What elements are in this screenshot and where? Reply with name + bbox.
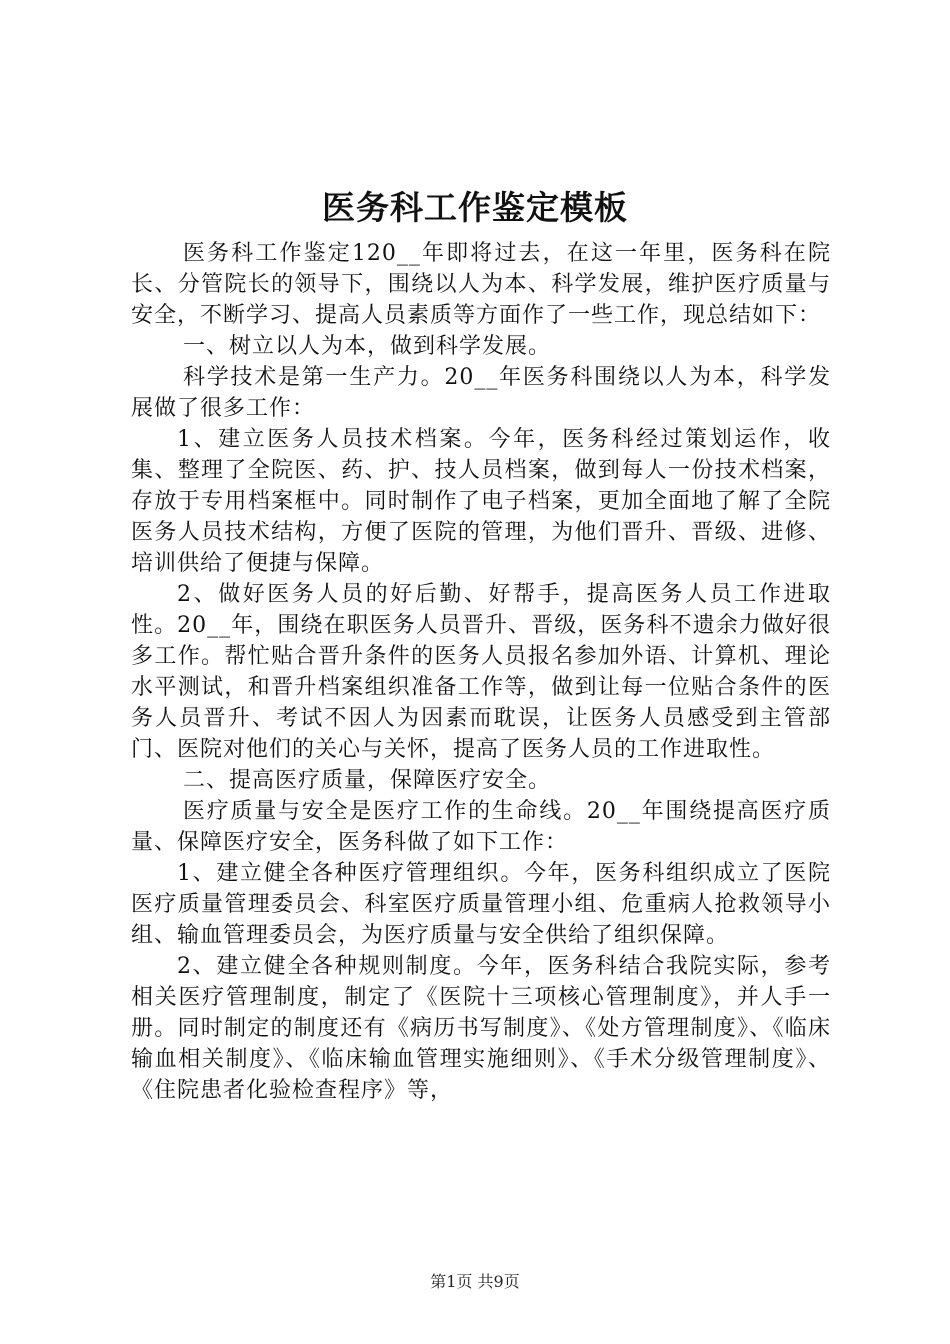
page-number-footer: 第1页 共9页 xyxy=(430,1272,520,1291)
paragraph-item-1-2: 2、做好医务人员的好后勤、好帮手，提高医务人员工作进取性。20__年，围绕在职医务人员晋升、晋级，医务科不遗余力做好很多工作。帮忙贴合晋升条件的医务人员报名参加外语、计算机、理论水平测试，和晋升档案组织准备工作等，做到让每一位贴合条件的医务人员晋升、考试不因人为因素而耽误，让医务人员感受到主管部门、医院对他们的关心与关怀，提高了医务人员的工作进取性。 xyxy=(131,582,831,762)
paragraph-item-1-1: 1、建立医务人员技术档案。今年，医务科经过策划运作，收集、整理了全院医、药、护、技人员档案，做到每人一份技术档案，存放于专用档案框中。同时制作了电子档案，更加全面地了解了全院医务人员技术结构，方便了医院的管理，为他们晋升、晋级、进修、培训供给了便捷与保障。 xyxy=(131,427,831,576)
paragraph-section-1-intro: 科学技术是第一生产力。20__年医务科围绕以人为本，科学发展做了很多工作： xyxy=(131,365,831,421)
paragraph-section-2-intro: 医疗质量与安全是医疗工作的生命线。20__年围绕提高医疗质量、保障医疗安全，医务科做了如下工作： xyxy=(131,799,831,855)
paragraph-intro: 医务科工作鉴定120__年即将过去，在这一年里，医务科在院长、分管院长的领导下，围绕以人为本、科学发展，维护医疗质量与安全，不断学习、提高人员素质等方面作了一些工作，现总结如下： xyxy=(131,241,831,328)
paragraph-item-2-2: 2、建立健全各种规则制度。今年，医务科结合我院实际，参考相关医疗管理制度，制定了《医院十三项核心管理制度》，并人手一册。同时制定的制度还有《病历书写制度》、《处方管理制度》、《临床输血相关制度》、《临床输血管理实施细则》、《手术分级管理制度》、《住院患者化验检查程序》等， xyxy=(131,954,831,1103)
document-body xyxy=(131,238,831,1106)
section-heading-1: 一、树立以人为本，做到科学发展。 xyxy=(183,334,552,359)
section-heading-2: 二、提高医疗质量，保障医疗安全。 xyxy=(183,768,552,793)
document-title: 医务科工作鉴定模板 xyxy=(322,188,628,227)
paragraph-item-2-1: 1、建立健全各种医疗管理组织。今年，医务科组织成立了医院医疗质量管理委员会、科室医疗质量管理小组、危重病人抢救领导小组、输血管理委员会，为医疗质量与安全供给了组织保障。 xyxy=(131,861,831,948)
